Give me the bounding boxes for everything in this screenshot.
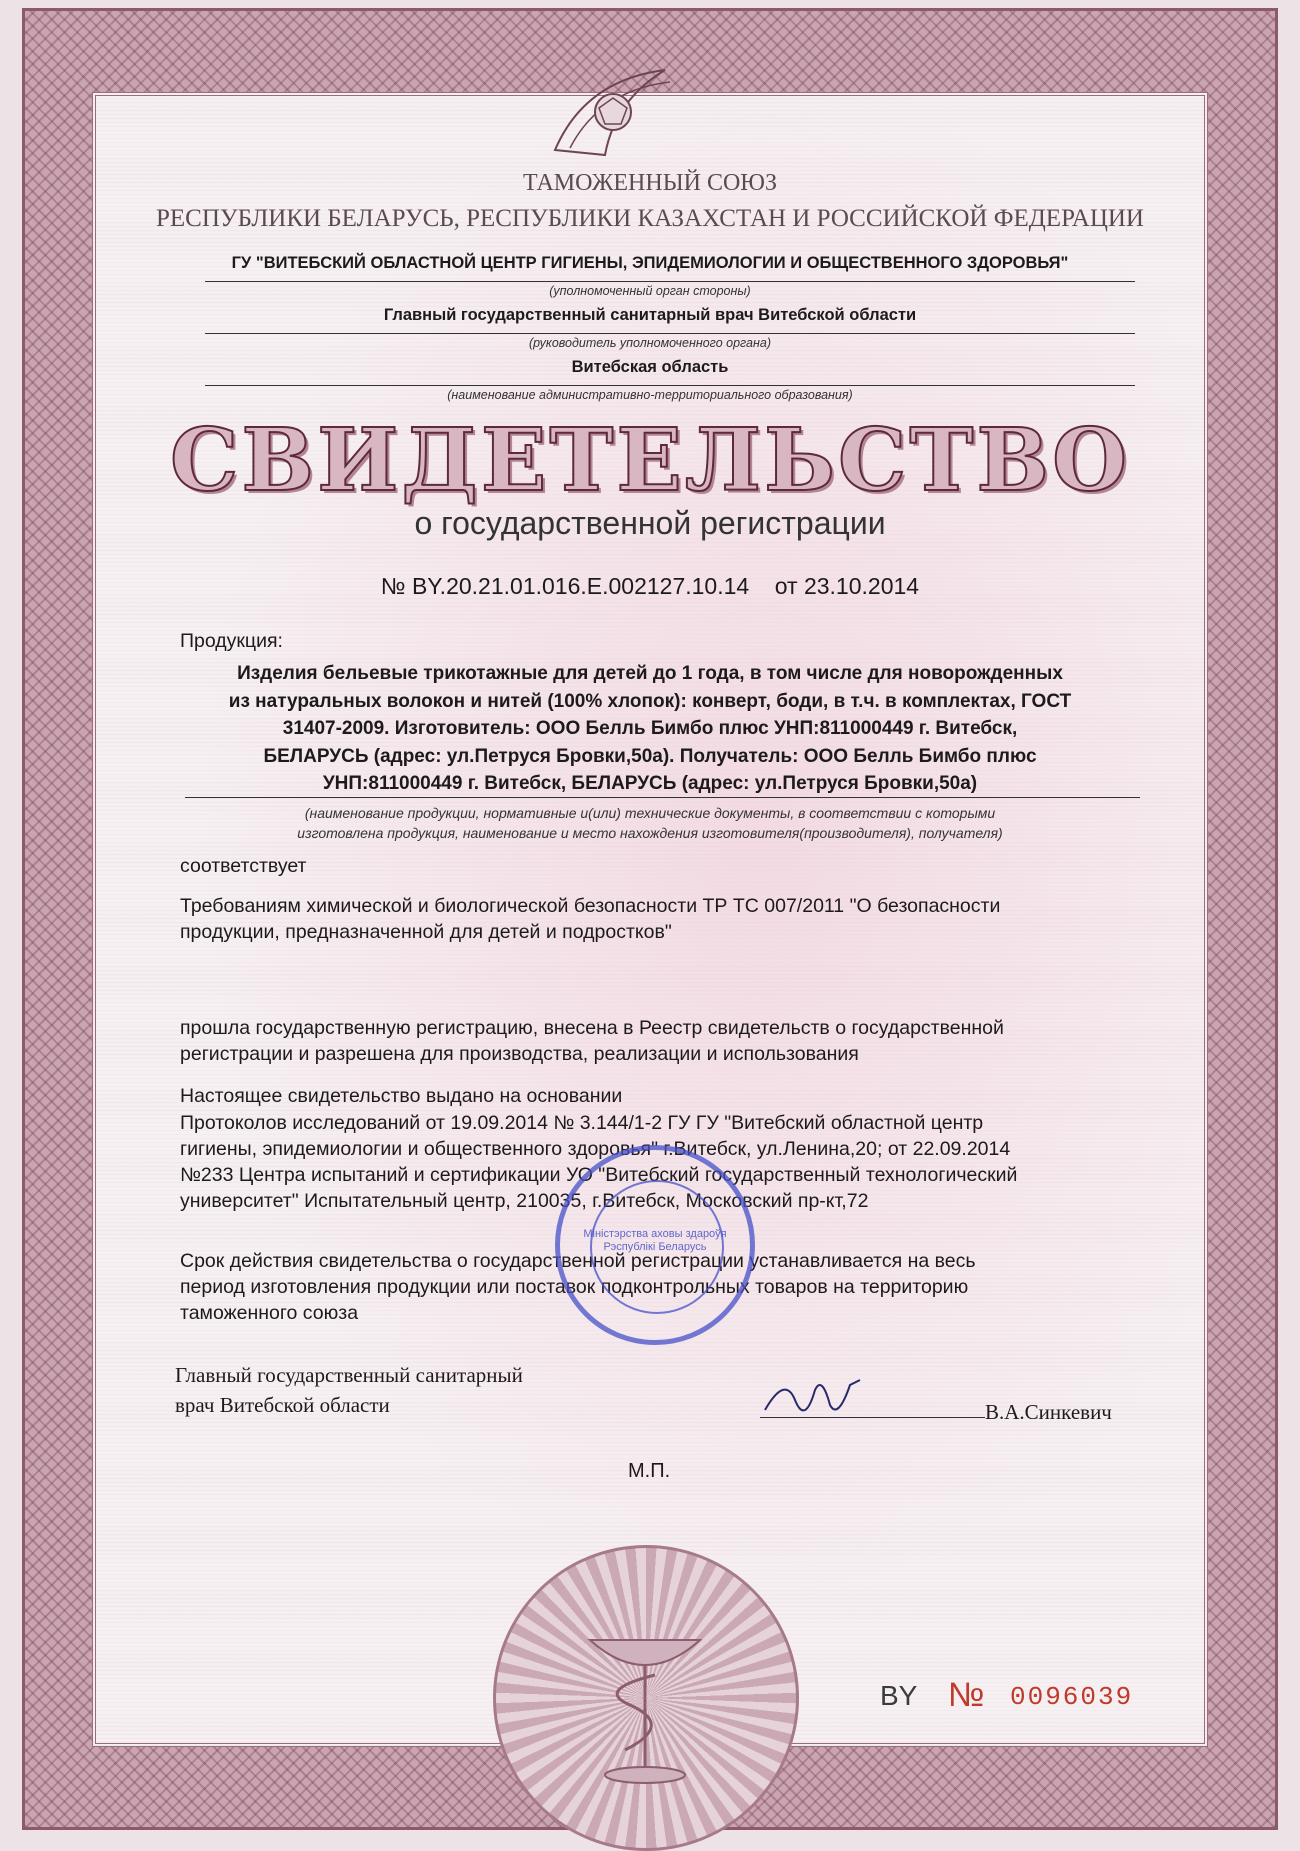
handwritten-signature-icon xyxy=(760,1370,870,1430)
conformity-line: продукции, предназначенной для детей и подростков" xyxy=(180,921,672,943)
region-name: Витебская область xyxy=(571,358,729,376)
signatory-name: В.А.Синкевич xyxy=(985,1400,1112,1424)
signatory-position-line: Главный государственный санитарный xyxy=(175,1363,523,1387)
conformity-text xyxy=(180,893,1000,945)
validity-line: период изготовления продукции или поставок подконтрольных товаров на территорию xyxy=(180,1276,969,1298)
registration-text xyxy=(180,1015,1004,1067)
official-seal-icon xyxy=(555,1145,755,1345)
basis-label: Настоящее свидетельство выдано на основании xyxy=(180,1085,623,1107)
basis-line: Протоколов исследований от 19.09.2014 № 3.144/1-2 ГУ ГУ "Витебский областной центр xyxy=(180,1112,984,1134)
product-description xyxy=(150,660,1150,798)
basis-line: №233 Центра испытаний и сертификации УО "Витебский государственный технологический xyxy=(180,1164,1018,1186)
signatory-position-line: врач Витебской области xyxy=(175,1393,390,1417)
basis-line: университет" Испытательный центр, 210035, г.Витебск, Московский пр-кт,72 xyxy=(180,1190,869,1212)
document-title: СВИДЕТЕЛЬСТВО xyxy=(169,410,1130,511)
product-caption-line: изготовлена продукция, наименование и место нахождения изготовителя(производителя), получателя) xyxy=(297,825,1003,841)
authority-rule xyxy=(205,281,1135,282)
serial-number-sign: № xyxy=(948,1676,985,1714)
serial-country: BY xyxy=(880,1680,918,1711)
document-subtitle: о государственной регистрации xyxy=(414,505,886,541)
product-line: Изделия бельевые трикотажные для детей до 1 года, в том числе для новорожденных xyxy=(237,663,1063,684)
product-line: из натуральных волокон и нитей (100% хлопок): конверт, боди, в т.ч. в комплектах, ГОСТ xyxy=(228,690,1072,712)
region-caption: (наименование административно-территориального образования) xyxy=(447,388,853,402)
customs-union-emblem-icon xyxy=(545,60,685,160)
union-heading: ТАМОЖЕННЫЙ СОЮЗ xyxy=(523,170,777,196)
seal-legend: Міністэрства аховы здароўя Рэспублікі Беларусь xyxy=(583,1228,727,1253)
certificate-number: № BY.20.21.01.016.E.002127.10.14 от 23.10.2014 xyxy=(380,573,920,599)
authority-name: ГУ "ВИТЕБСКИЙ ОБЛАСТНОЙ ЦЕНТР ГИГИЕНЫ, ЭПИДЕМИОЛОГИИ И ОБЩЕСТВЕННОГО ЗДОРОВЬЯ" xyxy=(231,254,1069,272)
product-caption-line: (наименование продукции, нормативные и(или) технические документы, в соответствии с которыми xyxy=(304,805,996,821)
product-caption xyxy=(150,803,1150,843)
product-line: БЕЛАРУСЬ (адрес: ул.Петруся Бровки,50а). Получатель: ООО Белль Бимбо плюс xyxy=(263,745,1037,767)
head-title: Главный государственный санитарный врач Витебской области xyxy=(383,306,917,324)
conformity-label: соответствует xyxy=(180,855,307,877)
head-caption: (руководитель уполномоченного органа) xyxy=(528,336,771,350)
stamp-place-label: М.П. xyxy=(628,1460,671,1482)
product-rule xyxy=(185,797,1140,798)
product-line: 31407-2009. Изготовитель: ООО Белль Бимбо плюс УНП:811000449 г. Витебск, xyxy=(282,718,1018,739)
basis-line: гигиены, эпидемиологии и общественного здоровья" г.Витебск, ул.Ленина,20; от 22.09.2014 xyxy=(180,1138,1011,1160)
head-rule xyxy=(205,333,1135,334)
signatory-position xyxy=(175,1360,523,1420)
validity-line: Срок действия свидетельства о государственной регистрации устанавливается на весь xyxy=(180,1250,976,1272)
republics-heading: РЕСПУБЛИКИ БЕЛАРУСЬ, РЕСПУБЛИКИ КАЗАХСТАН И РОССИЙСКОЙ ФЕДЕРАЦИИ xyxy=(155,205,1144,232)
region-rule xyxy=(205,385,1135,386)
product-line: УНП:811000449 г. Витебск, БЕЛАРУСЬ (адрес: ул.Петруся Бровки,50а) xyxy=(322,773,978,794)
conformity-line: Требованиям химической и биологической безопасности ТР ТС 007/2011 "О безопасности xyxy=(180,895,1001,917)
serial-number: 0096039 xyxy=(1010,1682,1134,1712)
bowl-of-hygieia-icon xyxy=(570,1600,720,1800)
registration-line: регистрации и разрешена для производства, реализации и использования xyxy=(180,1043,859,1065)
authority-caption: (уполномоченный орган стороны) xyxy=(549,284,751,298)
validity-line: таможенного союза xyxy=(180,1302,359,1324)
registration-line: прошла государственную регистрацию, внесена в Реестр свидетельств о государственной xyxy=(180,1017,1004,1039)
product-label: Продукция: xyxy=(180,630,283,652)
